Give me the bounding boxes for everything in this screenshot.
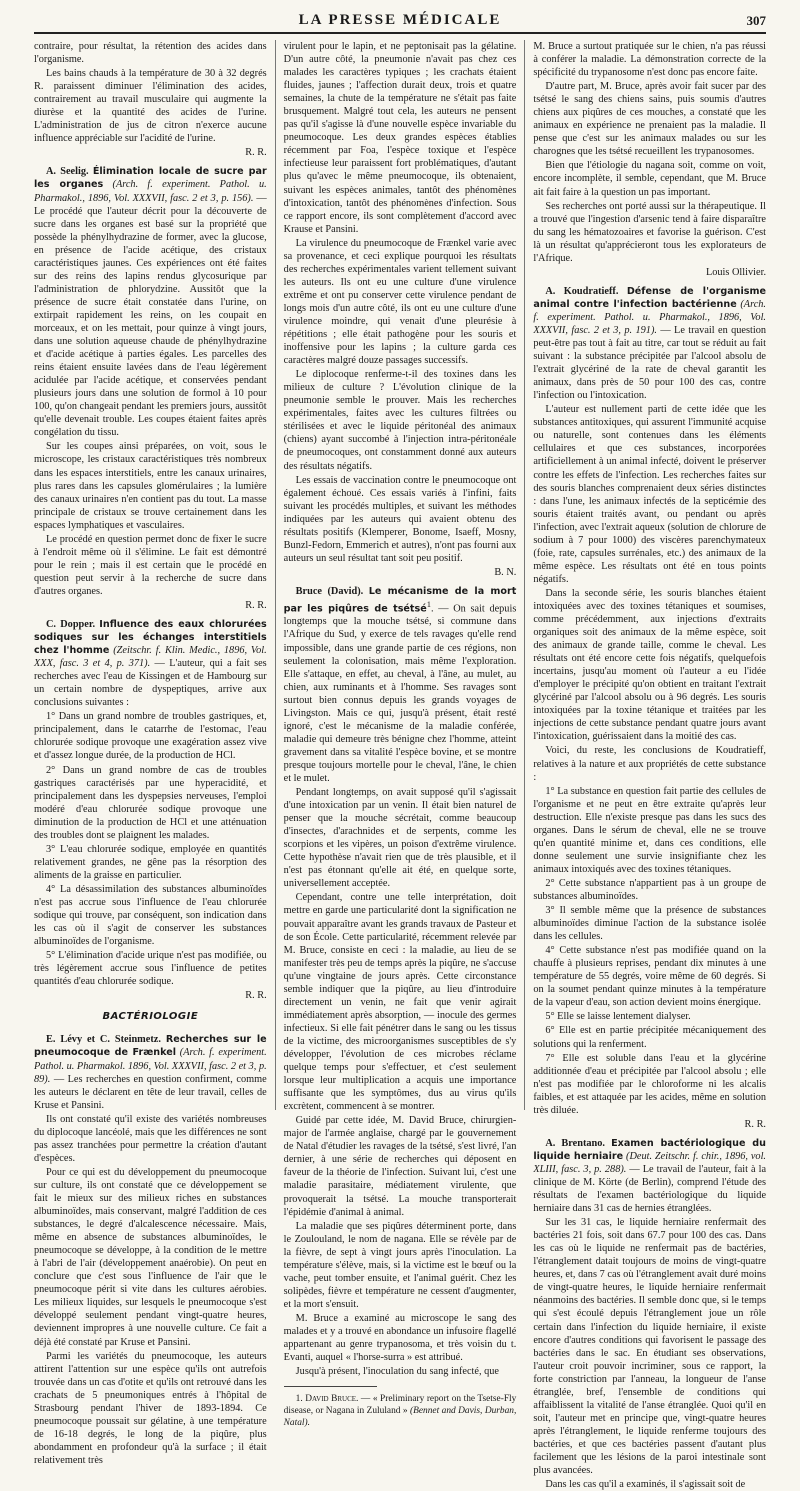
conclusion-item: 6° Elle est en partie précipitée mécaniquement des solutions qui la renferment. xyxy=(533,1025,767,1050)
conclusion-item: 3° L'eau chlorurée sodique, employée en quantités relativement grandes, ne gêne pas la résorption des aliments de la graisse en particulier. xyxy=(34,843,267,881)
text-columns xyxy=(34,40,767,1491)
paragraph: Jusqu'à présent, l'inoculation du sang infecté, que xyxy=(295,1366,499,1378)
article-author: A. Seelig. xyxy=(46,166,89,178)
article-text: — L'auteur, qui a fait ses recherches avec l'eau de Kissingen et de Hambourg sur un certain nombre de dyspeptiques, arrive aux conclusions suivantes : xyxy=(34,658,267,709)
footnote-publisher: (Bennet and Davis, Durban, Natal). xyxy=(283,1406,517,1429)
conclusion-item: 1° La substance en question fait partie des cellules de l'organisme et ne peut en être extraite qu'après leur destruction. Elle n'existe presque pas dans les sucs des organes. Dans le sérum de cheval, elle ne se trouve qu'en quantité minime et, dans ces conditions, elle donne seulement une survie insignifiante chez les animaux intoxiqués avec des toxines tétaniques. xyxy=(533,785,767,875)
column-3 xyxy=(524,40,767,1491)
article-author: Bruce (David). xyxy=(295,585,364,597)
article-signature: R. R. xyxy=(245,990,267,1002)
paragraph: Voici, du reste, les conclusions de Koudratieff, relatives à la nature et aux propriétés de cette substance : xyxy=(533,745,767,783)
article-title: Le mécanisme de la mort par les piqûres de tsétsé xyxy=(283,585,517,615)
article-signature: Louis Ollivier. xyxy=(705,266,767,278)
footnote-author: David Bruce. xyxy=(305,1394,359,1405)
article-author: A. Brentano. xyxy=(545,1137,606,1149)
abstract-brentano xyxy=(533,1137,766,1215)
abstract-dopper xyxy=(34,618,267,709)
conclusion-item: 5° L'élimination d'acide urique n'est pas modifiée, ou très légèrement accrue sous l'influence de petites quantités d'eau chlorurée sodique. xyxy=(34,950,267,988)
conclusion-item: 5° Elle se laisse lentement dialyser. xyxy=(545,1011,691,1023)
article-signature: R. R. xyxy=(245,599,267,611)
article-author: A. Koudratieff. xyxy=(545,285,619,297)
article-citation: (Arch. f. experiment. Pathol. u. Pharmakol. 1896, Vol. XXXVII, fasc. 2 et 3, p. 89). xyxy=(34,1047,267,1085)
paragraph: Cependant, contre une telle interprétation, doit mettre en garde une particularité dont la signification ne pouvait apparaître avant les grands travaux de Pasteur et de son École. Cette particularité, récemment relevée par M. Bruce, consiste en ceci : la maladie, au lieu de se manifester très peu de temps après la piqûre, ne s'accuse qu'une vingtaine de jours après. Cette circonstance semble indiquer que la piqûre, au lieu d'introduire directement un venin, ne fait que venir agirait immédiatement après absorption, — inocule des germes infectieux. Si elle fait pénétrer dans le sang ou les tissus de la victime, des microorganismes susceptibles de s'y développer, l'évolution de ces microbes réclame quelque temps pour s'effectuer, et c'est seulement lorsque leur multiplication a acquis une importance suffisante que les symptômes, dus au virus qu'ils excrètent, commencent à se montrer. xyxy=(283,892,517,1113)
article-citation: (Arch. f. experiment. Pathol. u. Pharmakol., 1896, Vol. XXXVII, fasc. 2 et 3, p. 191). xyxy=(533,298,767,336)
paragraph: virulent pour le lapin, et ne peptonisait pas la gélatine. D'un autre côté, la pneumonie n'avait pas chez ces malades les caractères typiques ; les crachats étaient fluides, jaunes ; l'affection durait deux, trois et quatre semaines, la chute de la température ne s'était pas faite brusquement. Malgré tout cela, les auteurs ne pensent pas qu'il s'agisse là d'une nouvelle espèce invariable du pneumocoque. Les deux grandes espèces établies récemment par Foa, l'espèce toxique et l'espèce infectieuse leur paraissent fort problématiques, d'autant plus qu'avec le même pneumocoque, ils obtenaient, suivant les espèces animales, tantôt des phénomènes d'intoxication, tantôt des phénomènes d'infection. Sous ce rapport encore, ils sont complètement d'accord avec Krause et Pansini. xyxy=(283,41,517,235)
article-title: Élimination locale de sucre par les organes xyxy=(34,166,267,191)
section-heading: BACTÉRIOLOGIE xyxy=(102,1011,199,1023)
conclusion-item: 2° Dans un grand nombre de cas de troubles gastriques caractérisés par une hyperacidité, et principalement dans les dyspepsies nerveuses, l'emploi modéré d'eau chlorurée sodique provoque une diminution de la production de HCl et une atténuation des troubles dont se plaignent les malades. xyxy=(34,764,267,841)
article-title: Recherches sur le pneumocoque de Frænkel xyxy=(34,1034,267,1059)
paragraph: M. Bruce a examiné au microscope le sang des malades et y a trouvé en abondance un infusoire flagellé appartenant au genre trypanosoma, et très voisin du t. Evanti, auquel « l'horse-surra » est attribué. xyxy=(283,1312,517,1364)
paragraph: M. Bruce a surtout pratiquée sur le chien, n'a pas réussi à conférer la maladie. La démonstration correcte de la spécificité du trypanosome n'est donc pas encore faite. xyxy=(533,41,767,79)
article-author: E. Lévy et C. Steinmetz. xyxy=(46,1034,161,1046)
footnote-title: — « Preliminary report on the Tsetse-Fly disease, or Nagana in Zululand » xyxy=(283,1394,517,1417)
paragraph: Dans les cas qu'il a examinés, il s'agissait soit de xyxy=(545,1479,746,1491)
paragraph: contraire, pour résultat, la rétention des acides dans l'organisme. xyxy=(34,41,267,66)
paragraph: L'auteur est nullement parti de cette idée que les substances antitoxiques, qui assurent l'immunité acquise ou naturelle, sont contenues dans les éléments cellulaires et que ces substances, incorporées artificiellement à un animal infecté, doivent le préserver contre les effets de l'infection. Les recherches faites sur des souris blanches comprenaient deux séries distinctes : dans l'une, les animaux infectés de la septicémie des souris étaient traités avant, ou pendant ou après l'infection, avec l'extrait aqueux (solution de chlorure de sodium à 7 pour 1000) des viscères parenchymateux (foie, rate, capsules surrénales, etc.) des animaux de la même espèce. Les résultats ont été en tous points négatifs. xyxy=(533,404,767,585)
article-citation: (Zeitschr. f. Klin. Medic., 1896, Vol. XXX, fasc. 3 et 4, p. 371). xyxy=(34,645,267,670)
abstract-bruce: Bruce (David). Le mécanisme de la mort par les piqûres de tsétsé$^1$. — On sait depuis longtemps que la mouche tsétsé, si commune dans l'Afrique du Sud, y exerce de tels ravages qu'elle rend impossible, dans une grande partie de ces régions, non seulement la colonisation, mais même l'exploration. Elle s'attaque, en effet, au cheval, à l'âne, au mulet, au chien, aux ruminants et à l'homme. Ses ravages sont surtout bien connus depuis les grands voyages de Livingston. Mais ce qui, jusqu'à présent, était resté ignoré, c'est le mécanisme de la maladie conférée, maladie qui demeure très bénigne chez l'homme, atteint gravement dans sa vitalité l'espèce bovine, et se montre presque toujours mortelle pour le cheval, l'âne, le chien et le mulet. xyxy=(283,585,517,784)
footnote-number: 1. xyxy=(295,1394,303,1405)
paragraph: La maladie que ses piqûres déterminent porte, dans le Zoulouland, le nom de nagana. Elle se révèle par de la fièvre, de sept à vingt jours après l'inoculation. La température s'élève, mais, si la victime est le bœuf ou la vache, peut tomber ensuite, et l'animal guérit. Chez les solipèdes, fièvre et température ne cessent d'augmenter, et la mort s'ensuit. xyxy=(283,1220,517,1310)
paragraph: La virulence du pneumocoque de Frænkel varie avec sa provenance, et ceci explique pourquoi les résultats des recherches expérimentales varient tellement suivant les auteurs. Ils ont eu une culture d'une virulence extrême et ont pu conserver cette virulence pendant de longs mois d'un autre côté, ils ont eu une culture d'une virulence moindre, qui venait d'une pleurésie à répétitions ; elle était pathogène pour les souris et inoffensive pour les lapins ; la culture garda ces caractères malgré douze passages successifs. xyxy=(283,237,517,367)
paragraph: Sur les coupes ainsi préparées, on voit, sous le microscope, les cristaux caractéristiques très nombreux dans les espaces interstitiels, entre les canaux urinaires, plus rares dans les capsules glomérulaires ; la lumière des canaux urinaires n'en contient pas du tout. La masse principale de cristaux se trouve certainement dans les espaces lymphatiques et vasculaires. xyxy=(34,441,267,531)
article-citation: (Arch. f. experiment. Pathol. u. Pharmakol., 1896, Vol. XXXVII, fasc. 2 et 3, p. 156). xyxy=(34,179,267,204)
paragraph: Dans la seconde série, les souris blanches étaient intoxiquées avec des toxines tétaniques et soumises, comme précédemment, aux injections d'extraits organiques soit des animaux de la même espèce, soit des animaux de grande taille, comme le cheval. Les résultats ont été encore cette fois négatifs, quelquefois incertains, jusqu'au moment où l'auteur a eu l'idée d'employer le précipité qu'on obtient en traitant l'extrait glycériné par l'alcool absolu ou à 96 degrés. Les souris intoxiquées par la toxine tétanique et traitées par les injections de cette substance pendant quatre jours avant l'intoxication, guérissaient dans la moitié des cas. xyxy=(533,587,767,743)
article-text: — Le procédé que l'auteur décrit pour la découverte de sucre dans les organes est basé sur la propriété que possède la phénylhydrazine de former, avec la glucose, en présence de l'acide acétique, des cristaux caractéristiques jaunes. Ces expériences ont été faites sur des reins des lapins rendus glycosurique par l'administration de phlorydzine. Aussitôt que la présence de sucre était constatée dans l'urine, on extirpait rapidement les reins, on les coupait en morceaux, et on les mettait, pour quinze à vingt jours, dans une solution aqueuse chaude de phénylhydrazine et d'acide acétique à parties égales. Les parcelles des reins étaient ensuite lavées dans de l'eau légèrement acidulée par l'acide acétique, et conservées pendant plusieurs jours dans une solution de formol à 10 pour 100, qu'on changeait pendant les premiers jours, aussitôt qu'elle devenait trouble. Les coupes étaient faites après congélation du tissu. xyxy=(34,192,267,439)
paragraph: Parmi les variétés du pneumocoque, les auteurs attirent l'attention sur une espèce qu'ils ont autrefois trouvée dans un cas d'otite et qu'ils ont retrouvé dans les crachats de 5 pneumoniques entrés à l'hôpital de Strasbourg pendant l'hiver de 1893-1894. Ce pneumocoque poussait sur gélatine, à une température de 16-18 degrés, le long de la piqûre, plus abondamment en profondeur qu'à la surface ; il était relativement très xyxy=(34,1350,267,1466)
abstract-levy-steinmetz xyxy=(34,1033,267,1111)
article-signature: R. R. xyxy=(245,147,267,159)
footnote-divider xyxy=(284,1386,377,1387)
page-number: 307 xyxy=(746,13,766,28)
conclusion-item: 3° Il semble même que la présence de substances albuminoïdes diminue l'action de la substance isolée dans les cellules. xyxy=(533,905,767,943)
article-text: — On sait depuis longtemps que la mouche tsétsé, si commune dans l'Afrique du Sud, y exerce de tels ravages qu'elle rend impossible, dans une grande partie de ces régions, non seulement la colonisation, mais même l'exploration. Elle s'attaque, en effet, au cheval, à l'âne, au mulet, au chien, aux ruminants et à l'homme. Ses ravages sont surtout bien connus depuis les grands voyages de Livingston. Mais ce qui, jusqu'à présent, était resté ignoré, c'est le mécanisme de la maladie conférée, maladie qui demeure très bénigne chez l'homme, atteint gravement dans sa vitalité l'espèce bovine, et se montre presque toujours mortelle pour le cheval, l'âne, le chien et le mulet. xyxy=(283,603,517,784)
abstract-seelig xyxy=(34,165,267,439)
footnote xyxy=(284,1393,517,1429)
conclusion-item: 7° Elle est soluble dans l'eau et la glycérine additionnée d'eau et précipitée par l'alcool absolu ; elle n'est pas modifiée par le chloroforme ni les alcalis faibles, et est attaquée par les acides, même en solution très diluée. xyxy=(533,1052,767,1116)
paragraph: Ses recherches ont porté aussi sur la thérapeutique. Il a trouvé que l'ingestion d'arsenic tend à faire disparaître du sang les hématozoaires et favorise la guérison. C'est là un résultat qu'apprécieront tous les explorateurs de l'Afrique. xyxy=(533,200,767,264)
article-signature: R. R. xyxy=(744,1118,767,1130)
article-text: — Les recherches en question confirment, comme les auteurs le déclarent en tête de leur travail, celles de Kruse et Pansini. xyxy=(34,1073,267,1111)
paragraph: Sur les 31 cas, le liquide herniaire renfermait des bactéries 21 fois, soit dans 67.7 pour 100 des cas. Dans les cas où le liquide ne renfermait pas de bactéries, l'étranglement datait toujours de moins de vingt-quatre heures, et, dans 7 cas où l'étranglement avait duré moins de vingt-quatre heures, le liquide herniaire renfermait néanmoins des bactéries. Il semble donc que, si le temps qui s'est écoulé depuis l'étranglement joue un rôle certain dans l'infection du liquide herniaire, il existe encore d'autres conditions qui favorisent le passage des bactéries dans le sac. En étudiant ses observations, l'auteur croit pouvoir incriminer, sous ce rapport, la forte constriction par l'anneau, la longueur de l'anse étranglée, bref, l'ensemble de conditions qui affaiblissent la vitalité de l'anse étranglée. Quoi qu'il en soit, l'auteur met en principe que, vingt-quatre heures après l'étranglement, le liquide renferme toujours des bactéries, et que ces bactéries passent d'autant plus facilement que les lésions de la paroi intestinale sont plus avancées. xyxy=(533,1217,767,1477)
page-header xyxy=(34,8,766,34)
article-title: Influence des eaux chlorurées sodiques sur les échanges interstitiels chez l'homme xyxy=(34,619,267,657)
article-author: C. Dopper. xyxy=(46,619,96,631)
paragraph: Les bains chauds à la température de 30 à 32 degrés R. paraissent diminuer l'élimination des acides, contrairement au travail musculaire qui augmente la diurèse et la quantité des acides de l'urine. L'administration de jus de citron n'exerce aucune influence appréciable sur l'acidité de l'urine. xyxy=(34,68,267,145)
paragraph: Le diplocoque renferme-t-il des toxines dans les milieux de culture ? L'évolution clinique de la pneumonie semble le prouver. Mais les recherches expérimentales, faites avec les cultures filtrées ou stérilisées et avec le liquide péritonéal des animaux (chiens) ayant succombé à l'injection intra-péritonéale de pneumocoques, ont constamment donné aux auteurs des résultats négatifs. xyxy=(283,369,517,472)
article-title: Examen bactériologique du liquide herniaire xyxy=(533,1137,766,1162)
footnote-marker: 1 xyxy=(426,598,432,609)
paragraph: Bien que l'étiologie du nagana soit, comme on voit, encore incomplète, il semble, cependant, que M. Bruce ait fait faire à la question un pas important. xyxy=(533,160,767,198)
article-text: — Le travail de l'auteur, fait à la clinique de M. Körte (de Berlin), comprend l'étude des résultats de l'examen bactériologique du liquide herniaire dans 31 cas de hernies étranglées. xyxy=(533,1163,767,1215)
column-1 xyxy=(34,40,267,1466)
article-text: — Le travail en question peut-être pas tout à fait au titre, car tout se réduit au fait suivant : la substance précipitée par l'alcool absolu de l'extrait glycériné de la rate de cheval garantit les animaux, dans près de 50 pour 100 des cas, contre l'infection ou l'intoxication. xyxy=(533,324,767,402)
conclusion-item: 4° Cette substance n'est pas modifiée quand on la chauffe à plusieurs reprises, pendant dix minutes à une température de 55 degrés, voire même de 60 degrés. Si on la soumet pendant quinze minutes à la température de la vapeur d'eau, son action devient moins énergique. xyxy=(533,945,767,1009)
article-signature: B. N. xyxy=(494,566,517,578)
paragraph: Les essais de vaccination contre le pneumocoque ont également échoué. Ces essais variés à l'infini, faits suivant les procédés multiples, et suivant les méthodes indiquées par les auteurs qui avaient obtenu des résultats positifs (Klemperer, Bonome, Isaeff, Mosny, Bunzl-Fedorn, Emmerich et autres), n'ont pas fourni aux auteurs un seul résultat tant soit peu positif. xyxy=(283,474,517,564)
paragraph: Ils ont constaté qu'il existe des variétés nombreuses du diplocoque lancéolé, mais que les différences ne sont pas assez tranchées pour permettre la création d'autant d'espèces. xyxy=(34,1113,267,1164)
column-2 xyxy=(275,40,517,1429)
conclusion-item: 4° La désassimilation des substances albuminoïdes n'est pas accrue sous l'influence de l'eau chlorurée sodique qui trouve, par conséquent, son indication dans les cas où il s'agit de conserver les substances albuminoïdes de l'organisme. xyxy=(34,883,267,948)
article-title: Défense de l'organisme animal contre l'infection bactérienne xyxy=(533,285,766,310)
journal-title: LA PRESSE MÉDICALE xyxy=(298,11,502,28)
paragraph: Pour ce qui est du développement du pneumocoque sur culture, ils ont constaté que ce développement se fait le mieux sur des milieux riches en substances albuminoïdes, mais conservant, malgré l'addition de ces substances, le degré d'alcalescence nécessaire. Mais, même en absence de substances albuminoïdes, le pneumocoque se développe, à la condition de le mettre à l'abri de l'air (développement anaérobie). On peut en conclure que c'est sous l'influence de l'air que le pneumocoque périt si vite dans les cultures aérobies. Les milieux liquides, sur lesquels le pneumocoque s'est développé seulement pendant vingt-quatre heures, deviennent impropres à une nouvelle culture. Ce fait a déjà été constaté par Kruse et Pansini. xyxy=(34,1166,267,1348)
conclusion-item: 1° Dans un grand nombre de troubles gastriques, et, principalement, dans le catarrhe de l'estomac, l'eau chlorurée sodique provoque une exagération assez vive et d'assez longue durée, de la production de HCl. xyxy=(34,711,267,762)
paragraph: Le procédé en question permet donc de fixer le sucre à l'endroit même où il s'élimine. Le fait est démontré pour le rein ; mais il est certain que le procédé en question peut servir à la recherche de sucre dans d'autres organes. xyxy=(34,533,267,597)
abstract-koudratieff xyxy=(533,285,766,402)
paragraph: D'autre part, M. Bruce, après avoir fait sucer par des tsétsé le sang des chiens sains, puis soumis d'autres chiens aux piqûres de ces mouches, a constaté que les animaux en expérience ne prenaient pas la maladie. Il pense que c'est sur les animaux malades ou sur les charognes que les tsétsé recueillent les trypanosomes. xyxy=(533,81,767,158)
article-citation: (Deut. Zeitschr. f. chir., 1896, vol. XLIII, fasc. 3, p. 288). xyxy=(533,1150,767,1175)
paragraph: Guidé par cette idée, M. David Bruce, chirurgien-major de l'armée anglaise, chargé par le gouvernement de Natal d'étudier les ravages de la tsétsé, s'est livré, l'an dernier, à une série de recherches qui déposent en faveur de la théorie de l'infection. Suivant lui, c'est une maladie parasitaire, médiatement virulente, que provoquerait la tsétsé. La mouche transporterait l'épidémie d'animal à animal. xyxy=(283,1115,517,1218)
paragraph: Pendant longtemps, on avait supposé qu'il s'agissait d'une intoxication par un venin. Il était bien naturel de penser que la mouche sécrétait, comme beaucoup d'insectes, d'arachnides et de serpents, comme les scorpions et les vipères, un poison d'extrême virulence. Cette hypothèse n'avait rien que de très plausible, et il n'est pas étonnant qu'elle ait été, en quelque sorte, universellement acceptée. xyxy=(283,787,517,890)
conclusion-item: 2° Cette substance n'appartient pas à un groupe de substances albuminoïdes. xyxy=(533,877,767,902)
